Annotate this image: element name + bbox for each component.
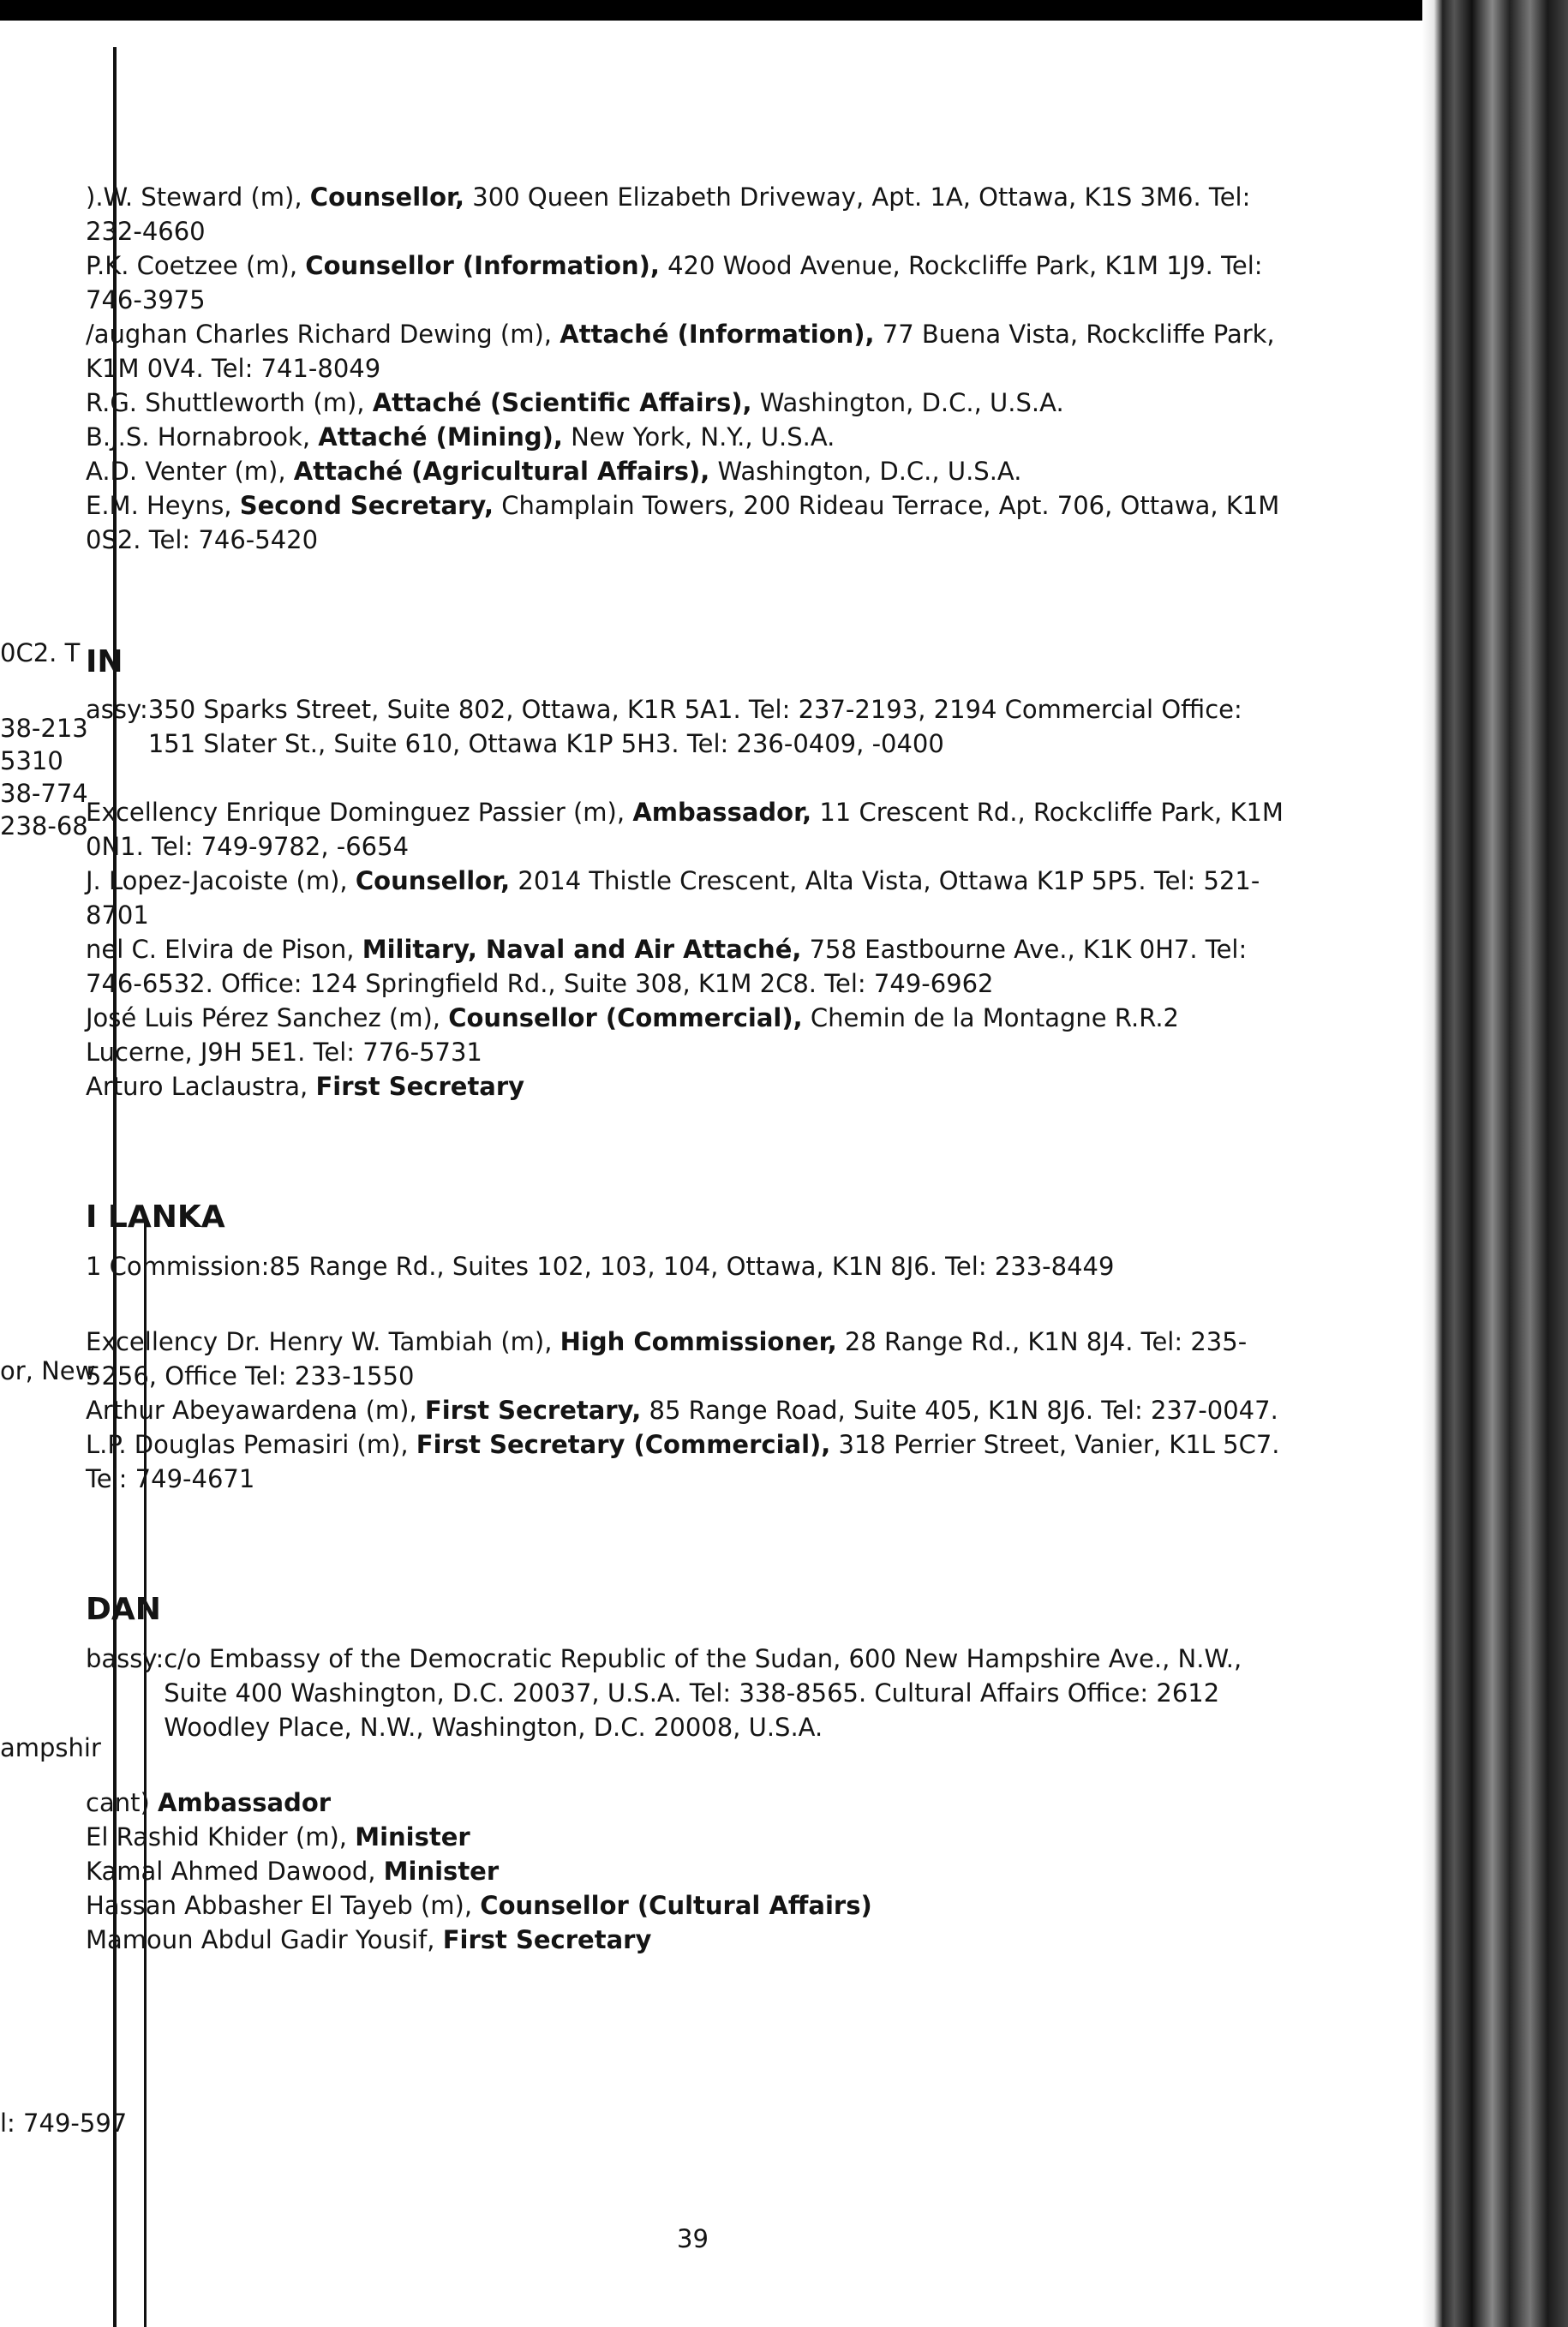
sudan-section xyxy=(86,1590,1285,1957)
section-heading: IN xyxy=(86,644,123,679)
left-fragment: 38-213 xyxy=(0,714,88,743)
office-address xyxy=(86,1642,1285,1744)
directory-entry: nel C. Elvira de Pison, Military, Naval and Air Attaché, 758 Eastbourne Ave., K1K 0H7. Tel: 746-6532. Office: 124 Springfield Rd., Suite 308, K1M 2C8. Tel: 749-6962 xyxy=(86,935,1248,998)
sri-lanka-section xyxy=(86,1198,1285,1496)
spain-section xyxy=(86,643,1285,1104)
scan-top-border xyxy=(0,0,1568,21)
left-fragment: or, New xyxy=(0,1356,96,1385)
left-fragment: 0C2. T xyxy=(0,638,81,667)
directory-entry: Excellency Enrique Dominguez Passier (m), Ambassador, 11 Crescent Rd., Rockcliffe Park, K1M 0N1. Tel: 749-9782, -6654 xyxy=(86,798,1284,861)
office-label: assy: xyxy=(86,695,148,724)
directory-entry: B.J.S. Hornabrook, Attaché (Mining), New York, N.Y., U.S.A. xyxy=(86,422,835,452)
directory-entry: Kamal Ahmed Dawood, Minister xyxy=(86,1857,500,1886)
directory-column xyxy=(86,180,1285,1957)
directory-entry: A.D. Venter (m), Attaché (Agricultural Affairs), Washington, D.C., U.S.A. xyxy=(86,457,1022,486)
directory-entry: J. Lopez-Jacoiste (m), Counsellor, 2014 Thistle Crescent, Alta Vista, Ottawa K1P 5P5. Tel: 521-8701 xyxy=(86,866,1260,930)
office-text: c/o Embassy of the Democratic Republic of the Sudan, 600 New Hampshire Ave., N.W., Suite 400 Washington, D.C. 20037, U.S.A. Tel: 338-8565. Cultural Affairs Office: 2612 Woodley Place, N.W., Washington, D.C. 20008, U.S.A. xyxy=(164,1644,1242,1742)
section-heading: DAN xyxy=(86,1592,161,1627)
directory-entry: ).W. Steward (m), Counsellor, 300 Queen Elizabeth Driveway, Apt. 1A, Ottawa, K1S 3M6. Tel: 232-4660 xyxy=(86,182,1251,246)
top-section-entries xyxy=(86,180,1285,557)
sudan-entries xyxy=(86,1786,1285,1957)
sri-lanka-entries xyxy=(86,1325,1285,1496)
directory-entry: Hassan Abbasher El Tayeb (m), Counsellor (Cultural Affairs) xyxy=(86,1891,872,1920)
directory-entry: R.G. Shuttleworth (m), Attaché (Scientific Affairs), Washington, D.C., U.S.A. xyxy=(86,388,1064,417)
office-text: 350 Sparks Street, Suite 802, Ottawa, K1R 5A1. Tel: 237-2193, 2194 Commercial Office: 151 Slater St., Suite 610, Ottawa K1P 5H3. Tel: 236-0409, -0400 xyxy=(147,695,1242,758)
left-fragment: l: 749-597 xyxy=(0,2109,128,2138)
directory-entry: Arturo Laclaustra, First Secretary xyxy=(86,1072,525,1101)
directory-entry: P.K. Coetzee (m), Counsellor (Information), 420 Wood Avenue, Rockcliffe Park, K1M 1J9. Tel: 746-3975 xyxy=(86,251,1263,314)
left-fragment: 238-68 xyxy=(0,811,88,840)
spain-entries xyxy=(86,795,1285,1104)
left-fragment: ampshir xyxy=(0,1733,101,1762)
directory-entry: Mamoun Abdul Gadir Yousif, First Secretary xyxy=(86,1925,652,1954)
left-fragment: 5310 xyxy=(0,746,63,775)
directory-entry: /aughan Charles Richard Dewing (m), Attaché (Information), 77 Buena Vista, Rockcliffe Park, K1M 0V4. Tel: 741-8049 xyxy=(86,320,1275,383)
directory-entry: Excellency Dr. Henry W. Tambiah (m), High Commissioner, 28 Range Rd., K1N 8J4. Tel: 235-5256, Office Tel: 233-1550 xyxy=(86,1327,1248,1391)
directory-entry: cant) Ambassador xyxy=(86,1788,332,1817)
section-heading: I LANKA xyxy=(86,1199,225,1235)
office-label: bassy: xyxy=(86,1644,165,1673)
book-page-edges xyxy=(1422,0,1568,2327)
office-address xyxy=(86,1249,1285,1283)
directory-entry: José Luis Pérez Sanchez (m), Counsellor (Commercial), Chemin de la Montagne R.R.2 Lucerne, J9H 5E1. Tel: 776-5731 xyxy=(86,1003,1179,1067)
directory-entry: L.P. Douglas Pemasiri (m), First Secretary (Commercial), 318 Perrier Street, Vanier, K1L 5C7. Tel: 749-4671 xyxy=(86,1430,1280,1493)
office-address xyxy=(86,692,1285,761)
directory-entry: Arthur Abeyawardena (m), First Secretary, 85 Range Road, Suite 405, K1N 8J6. Tel: 237-0047. xyxy=(86,1396,1278,1425)
directory-entry: E.M. Heyns, Second Secretary, Champlain Towers, 200 Rideau Terrace, Apt. 706, Ottawa, K1M 0S2. Tel: 746-5420 xyxy=(86,491,1280,554)
page-number: 39 xyxy=(677,2224,709,2253)
office-label: 1 Commission: xyxy=(86,1252,270,1281)
office-text: 85 Range Rd., Suites 102, 103, 104, Ottawa, K1N 8J6. Tel: 233-8449 xyxy=(269,1252,1115,1281)
directory-entry: El Rashid Khider (m), Minister xyxy=(86,1822,470,1851)
left-fragment: 38-774 xyxy=(0,779,88,808)
